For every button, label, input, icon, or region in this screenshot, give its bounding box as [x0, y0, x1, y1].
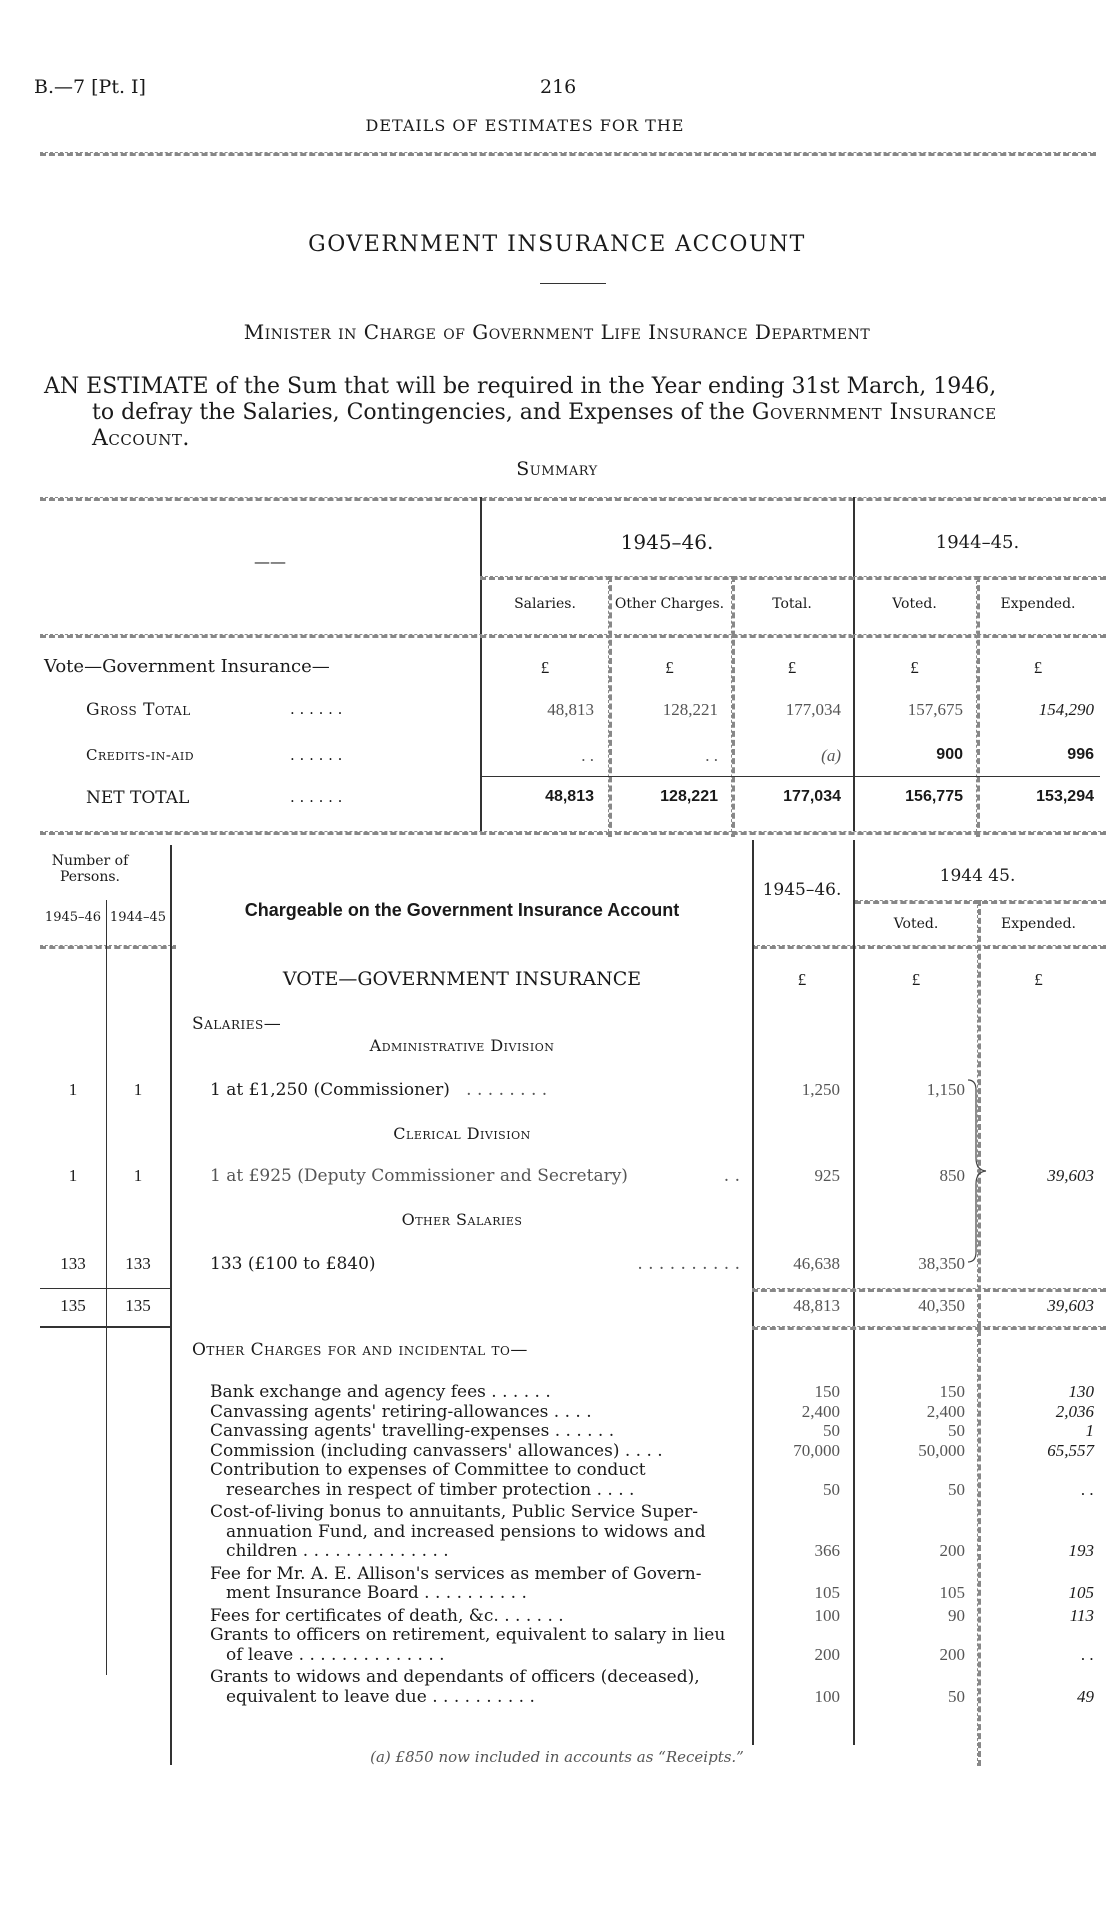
charge-expended: 105	[1068, 1583, 1094, 1602]
summary-col-salaries: Salaries.	[514, 596, 576, 612]
salary-total-voted: 40,350	[918, 1296, 965, 1315]
charge-1945: 50	[823, 1479, 840, 1499]
detail-year-current: 1945–46.	[762, 880, 842, 900]
summary-col-voted: Voted.	[892, 596, 937, 612]
vote-heading: VOTE—GOVERNMENT INSURANCE	[282, 968, 642, 990]
charge-desc-line: Bank exchange and agency fees . . . . . .	[210, 1382, 551, 1402]
charge-1945: 70,000	[793, 1440, 840, 1460]
header-rule	[40, 152, 1096, 156]
leaders: . . . . . . . .	[466, 1080, 548, 1100]
persons-total-1945: 135	[60, 1296, 86, 1315]
estimate-paragraph	[44, 374, 1104, 452]
charge-voted: 50	[948, 1421, 965, 1440]
detail-pound: £	[911, 970, 921, 989]
salary-total-1945: 48,813	[793, 1296, 840, 1315]
page-reference: B.—7 [Pt. I]	[34, 76, 146, 98]
summary-row-label: NET TOTAL	[86, 788, 190, 808]
salary-desc	[210, 1080, 547, 1100]
charge-voted: 2,400	[926, 1401, 965, 1421]
detail-header-rule-left	[40, 945, 176, 949]
estimate-line-2b: Government Insurance	[751, 400, 997, 425]
charge-voted: 50	[948, 1479, 965, 1499]
salary-totals-rule-right	[752, 1288, 1106, 1292]
salary-total-expended: 39,603	[1047, 1296, 1094, 1315]
salary-desc-text: 1 at £1,250 (Commissioner)	[210, 1080, 450, 1100]
leaders: . . . . . . . . . .	[637, 1254, 740, 1274]
page-title: GOVERNMENT INSURANCE ACCOUNT	[308, 232, 806, 257]
charge-expended: 130	[1068, 1382, 1094, 1401]
page-number: 216	[540, 76, 577, 98]
expended-col-divider	[977, 900, 981, 1766]
persons-1945: 133	[60, 1254, 86, 1273]
summary-top-rule	[40, 497, 1106, 501]
charge-1945: 105	[814, 1583, 840, 1602]
admin-division-heading: Administrative Division	[369, 1036, 555, 1055]
chargeable-header: Chargeable on the Government Insurance Account	[244, 900, 680, 920]
charge-1945: 200	[814, 1644, 840, 1664]
salary-desc	[210, 1166, 740, 1186]
summary-cell-total: (a)	[821, 746, 841, 765]
charge-desc-line: researches in respect of timber protection . . . .	[226, 1479, 635, 1500]
charge-desc-line: Cost-of-living bonus to annuitants, Public Service Super-	[210, 1502, 699, 1522]
detail-header-rule-right	[752, 945, 1106, 949]
charge-voted: 50	[948, 1686, 965, 1706]
charge-desc-line: ment Insurance Board . . . . . . . . . .	[226, 1583, 527, 1603]
summary-cell-total: 177,034	[783, 788, 841, 805]
charge-desc-line: equivalent to leave due . . . . . . . . . .	[226, 1686, 535, 1707]
salary-1945: 46,638	[793, 1254, 840, 1273]
persons-1944: 1	[133, 1080, 143, 1099]
charge-desc-line: children . . . . . . . . . . . . . .	[226, 1541, 449, 1561]
charge-1945: 100	[814, 1686, 840, 1706]
summary-pound: £	[787, 658, 797, 677]
summary-year-current: 1945–46.	[620, 530, 714, 554]
summary-cell-other: 128,221	[660, 788, 718, 805]
persons-1945: 1	[68, 1080, 78, 1099]
charge-desc-line: of leave . . . . . . . . . . . . . .	[226, 1644, 445, 1665]
running-subtitle: DETAILS OF ESTIMATES FOR THE	[365, 116, 685, 135]
salary-desc-text: 133 (£100 to £840)	[210, 1254, 376, 1274]
summary-leaders: . . . . . .	[290, 788, 343, 806]
salaries-expended: 39,603	[1047, 1166, 1094, 1185]
estimate-line-3: Account.	[92, 426, 190, 451]
salary-totals-rule-left	[40, 1288, 170, 1289]
charge-expended: 113	[1069, 1605, 1094, 1625]
charge-expended: 65,557	[1047, 1440, 1094, 1460]
summary-row-label: Gross Total	[86, 700, 191, 720]
charge-desc-line: Grants to widows and dependants of officers (deceased),	[210, 1667, 700, 1687]
charge-1945: 150	[814, 1382, 840, 1401]
clerical-division-heading: Clerical Division	[393, 1124, 531, 1143]
summary-cell-other: . .	[705, 746, 718, 765]
charge-expended: 2,036	[1055, 1401, 1094, 1421]
detail-year-previous: 1944 45.	[939, 866, 1016, 886]
summary-pound: £	[540, 658, 550, 677]
salary-desc-text: 1 at £925 (Deputy Commissioner and Secretary)	[210, 1166, 628, 1186]
persons-1945: 1	[68, 1166, 78, 1185]
summary-cell-salaries: 48,813	[547, 700, 594, 719]
estimate-line-1: AN ESTIMATE of the Sum that will be required in the Year ending 31st March, 1946,	[44, 374, 997, 399]
charge-voted: 200	[939, 1541, 965, 1560]
summary-col-other: Other Charges.	[614, 596, 725, 612]
charge-expended: 49	[1077, 1686, 1094, 1706]
detail-col-voted: Voted.	[893, 916, 939, 932]
summary-cell-salaries: . .	[581, 746, 594, 765]
charge-expended: 193	[1068, 1541, 1094, 1560]
summary-cell-other: 128,221	[662, 700, 718, 719]
charge-desc-line: Canvassing agents' retiring-allowances . . . .	[210, 1401, 592, 1422]
col-persons-1945: 1945–46	[44, 910, 102, 925]
charge-expended: . .	[1081, 1644, 1094, 1664]
summary-cell-expended: 996	[1067, 746, 1094, 763]
summary-net-rule	[480, 776, 1100, 777]
charge-desc-line: Grants to officers on retirement, equivalent to salary in lieu	[210, 1625, 726, 1645]
title-rule	[540, 283, 606, 284]
summary-pound: £	[665, 658, 674, 677]
charge-1945: 100	[814, 1605, 840, 1625]
charge-desc-line: Fees for certificates of death, &c. . . . . . .	[210, 1605, 564, 1626]
charge-expended: . .	[1081, 1479, 1094, 1499]
summary-dash: ——	[254, 552, 286, 571]
summary-cell-voted: 900	[936, 746, 963, 763]
persons-total-1944: 135	[125, 1296, 151, 1315]
summary-cell-total: 177,034	[785, 700, 841, 719]
charge-desc-line: Fee for Mr. A. E. Allison's services as member of Govern-	[210, 1563, 702, 1584]
charge-1945: 366	[814, 1541, 840, 1560]
summary-cell-voted: 156,775	[905, 788, 963, 805]
summary-col-expended: Expended.	[1000, 596, 1076, 612]
number-of-persons-header: Number of Persons.	[51, 853, 129, 885]
charge-voted: 105	[939, 1583, 965, 1602]
salaries-heading: Salaries—	[192, 1014, 282, 1034]
summary-col-total: Total.	[772, 596, 812, 612]
salary-totals-bottom-rule-right	[752, 1326, 1106, 1330]
footnote: (a) £850 now included in accounts as “Receipts.”	[370, 1748, 744, 1766]
salary-1945: 1,250	[801, 1080, 840, 1099]
summary-pound: £	[910, 658, 919, 677]
charge-expended: 1	[1085, 1421, 1094, 1440]
summary-header-rule	[40, 634, 1106, 638]
salary-1945: 925	[814, 1166, 840, 1185]
summary-row-label: Credits-in-aid	[86, 746, 195, 764]
other-salaries-heading: Other Salaries	[401, 1210, 523, 1229]
summary-vote-label: Vote—Government Insurance—	[44, 656, 330, 677]
charge-voted: 150	[939, 1382, 965, 1401]
charge-1945: 2,400	[801, 1401, 840, 1421]
leaders: . .	[723, 1166, 740, 1186]
col-persons-1944: 1944–45	[109, 910, 167, 925]
other-charges-heading: Other Charges for and incidental to—	[192, 1340, 528, 1360]
summary-year-previous: 1944–45.	[935, 532, 1020, 553]
summary-leaders: . . . . . .	[290, 700, 343, 718]
salary-voted: 1,150	[926, 1080, 965, 1099]
charge-desc-line: annuation Fund, and increased pensions to widows and	[226, 1521, 706, 1542]
detail-pound: £	[797, 970, 807, 989]
summary-pound: £	[1033, 658, 1043, 677]
charge-desc-line: Commission (including canvassers' allowances) . . . .	[210, 1440, 663, 1461]
summary-year-rule	[480, 576, 1106, 580]
salary-totals-bottom-rule	[40, 1326, 170, 1328]
summary-bottom-rule	[40, 831, 1106, 835]
summary-leaders: . . . . . .	[290, 746, 343, 764]
summary-cell-expended: 154,290	[1038, 700, 1094, 719]
charge-desc-line: Canvassing agents' travelling-expenses . . . . . .	[210, 1421, 615, 1441]
summary-cell-expended: 153,294	[1036, 788, 1094, 805]
salary-voted: 850	[939, 1166, 965, 1185]
summary-cell-voted: 157,675	[907, 700, 963, 719]
detail-col-expended: Expended.	[1000, 916, 1077, 932]
minister-line: Minister in Charge of Government Life Insurance Department	[243, 320, 871, 344]
charge-voted: 90	[948, 1605, 965, 1625]
charge-voted: 200	[939, 1644, 965, 1664]
persons-1944: 1	[133, 1166, 143, 1185]
detail-pound: £	[1034, 970, 1043, 989]
charge-1945: 50	[823, 1421, 840, 1440]
charge-desc-line: Contribution to expenses of Committee to conduct	[210, 1460, 646, 1480]
estimate-line-2a: to defray the Salaries, Contingencies, and Expenses of the	[92, 400, 745, 425]
salary-voted: 38,350	[918, 1254, 965, 1273]
salary-desc	[210, 1254, 740, 1274]
summary-cell-salaries: 48,813	[545, 788, 594, 805]
charge-voted: 50,000	[918, 1440, 965, 1460]
persons-1944: 133	[125, 1254, 151, 1273]
summary-heading: Summary	[516, 458, 598, 480]
estimate-line-2	[44, 400, 1104, 426]
